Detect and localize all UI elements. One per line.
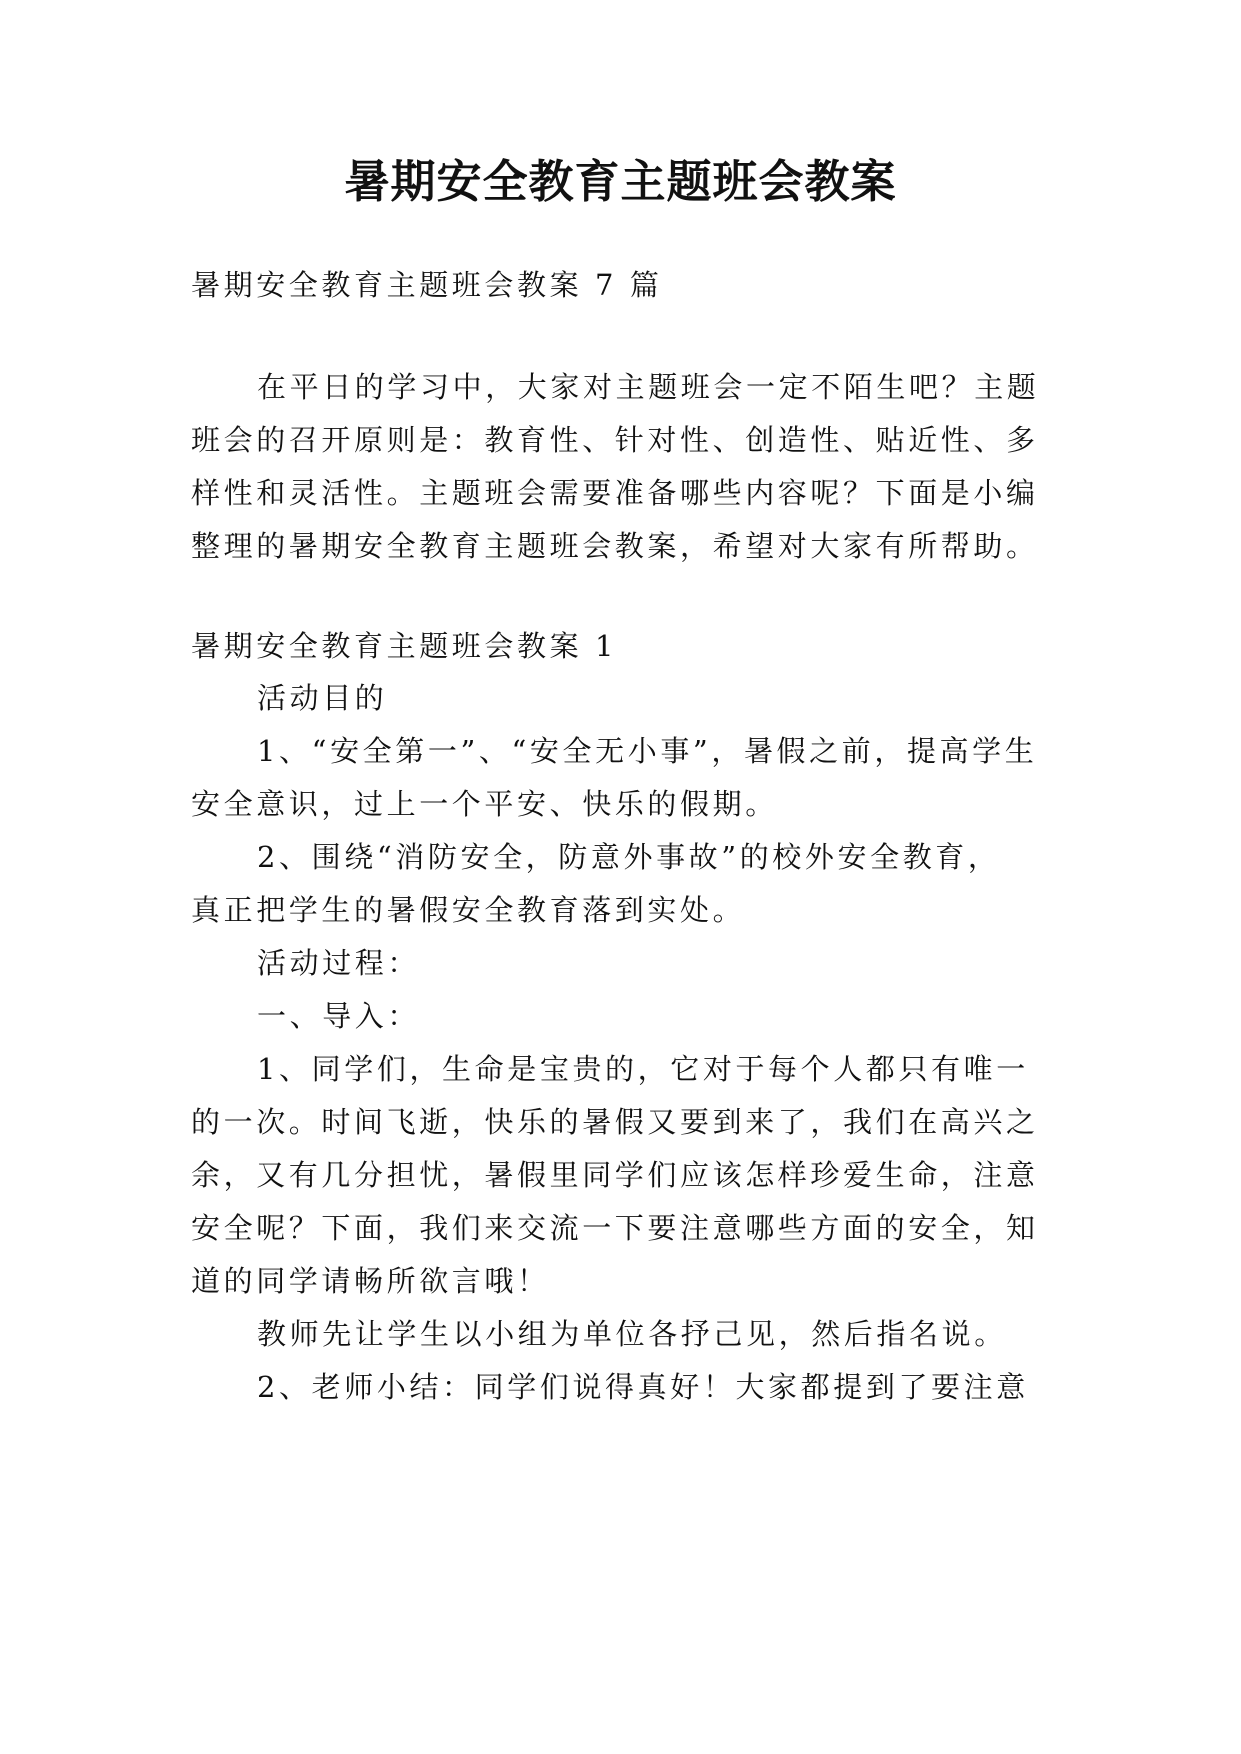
body-line: 活动过程： bbox=[257, 946, 421, 980]
body-line: 1、同学们，生命是宝贵的，它对于每个人都只有唯一 bbox=[257, 1052, 1029, 1086]
body-line: 道的同学请畅所欲言哦！ bbox=[191, 1264, 550, 1298]
body-line: 安全意识，过上一个平安、快乐的假期。 bbox=[191, 787, 778, 821]
body-line: 真正把学生的暑假安全教育落到实处。 bbox=[191, 893, 746, 927]
body-line: 的一次。时间飞逝，快乐的暑假又要到来了，我们在高兴之 bbox=[191, 1105, 1039, 1139]
body-line: 教师先让学生以小组为单位各抒己见，然后指名说。 bbox=[257, 1317, 1007, 1351]
body-line: 活动目的 bbox=[257, 681, 388, 715]
body-line: 安全呢？下面，我们来交流一下要注意哪些方面的安全，知 bbox=[191, 1211, 1039, 1245]
intro-line: 在平日的学习中，大家对主题班会一定不陌生吧？主题 bbox=[257, 370, 1040, 404]
intro-line: 整理的暑期安全教育主题班会教案，希望对大家有所帮助。 bbox=[191, 529, 1039, 563]
document-subtitle: 暑期安全教育主题班会教案 7 篇 bbox=[191, 268, 663, 302]
body-line: 2、老师小结：同学们说得真好！大家都提到了要注意 bbox=[257, 1370, 1029, 1404]
body-line: 2、围绕“消防安全，防意外事故”的校外安全教育， bbox=[257, 840, 1001, 874]
body-line: 1、“安全第一”、“安全无小事”，暑假之前，提高学生 bbox=[257, 734, 1038, 768]
body-line: 一、导入： bbox=[257, 999, 421, 1033]
section-heading: 暑期安全教育主题班会教案 1 bbox=[191, 629, 618, 663]
document-title: 暑期安全教育主题班会教案 bbox=[344, 155, 897, 208]
intro-line: 班会的召开原则是：教育性、针对性、创造性、贴近性、多 bbox=[191, 423, 1039, 457]
intro-line: 样性和灵活性。主题班会需要准备哪些内容呢？下面是小编 bbox=[191, 476, 1039, 510]
body-line: 余，又有几分担忧，暑假里同学们应该怎样珍爱生命，注意 bbox=[191, 1158, 1039, 1192]
